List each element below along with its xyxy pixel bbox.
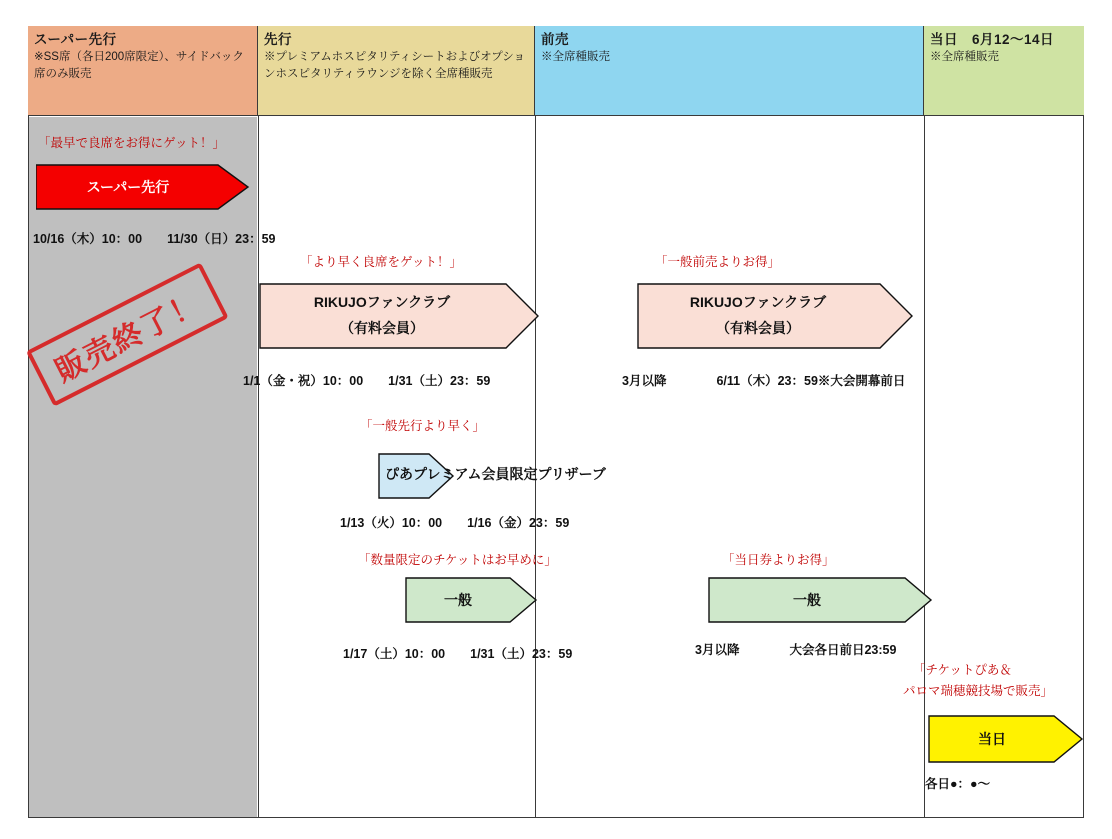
arrow-shape-fanclub-maeuri	[636, 282, 914, 350]
band-sublabel-fanclub-maeuri: （有料会員）	[716, 320, 800, 336]
band-dates-fanclub-maeuri: 3月以降 6/11（木）23：59※大会開幕前日	[622, 374, 906, 388]
header-title-touji: 当日 6月12〜14日	[930, 32, 1055, 47]
header-cell-touji	[924, 26, 1084, 116]
header-note-touji: ※全席種販売	[930, 51, 999, 63]
column-divider-2	[535, 116, 536, 818]
arrow-shape-ippan-senko	[404, 576, 538, 624]
header-cell-senko	[258, 26, 535, 116]
band-fanclub-maeuri	[636, 282, 914, 350]
band-ippan-senko	[404, 576, 538, 624]
band-label-fanclub-maeuri: RIKUJOファンクラブ	[689, 294, 827, 310]
band-dates-pia-premium: 1/13（火）10：00 1/16（金）23：59	[340, 516, 570, 530]
band-super-senko	[36, 163, 250, 211]
header-title-senko: 先行	[264, 32, 292, 47]
header-note-super-senko: ※SS席（各日200席限定）、サイドバック席のみ販売	[34, 51, 244, 80]
caption-super-senko: 「最早で良席をお得にゲット！」	[38, 136, 226, 150]
band-label-fanclub-senko: RIKUJOファンクラブ	[313, 294, 451, 310]
header-note-maeuri: ※全席種販売	[541, 51, 610, 63]
caption-touji-line1: 「チケットぴあ＆	[913, 663, 1012, 677]
column-divider-3	[924, 116, 925, 818]
band-dates-ippan-maeuri: 3月以降 大会各日前日23:59	[695, 643, 897, 657]
header-cell-super-senko	[28, 26, 258, 116]
band-pia-premium	[377, 452, 455, 500]
band-label-ippan-senko: 一般	[444, 592, 472, 608]
band-label-ippan-maeuri: 一般	[793, 592, 821, 608]
band-label-super-senko: スーパー先行	[86, 179, 170, 195]
band-touji	[928, 714, 1084, 764]
band-dates-ippan-senko: 1/17（土）10：00 1/31（土）23：59	[343, 647, 573, 661]
caption-fanclub-maeuri: 「一般前売よりお得」	[655, 255, 781, 269]
arrow-shape-pia-premium	[377, 452, 455, 500]
band-dates-super-senko: 10/16（木）10：00 11/30（日）23：59	[33, 232, 276, 246]
column-divider-1	[258, 116, 259, 818]
sales-ended-panel	[29, 117, 257, 817]
caption-touji-line2: パロマ瑞穂競技場で販売」	[903, 684, 1054, 698]
band-sublabel-fanclub-senko: （有料会員）	[340, 320, 424, 336]
header-title-maeuri: 前売	[541, 32, 569, 47]
header-note-senko: ※プレミアムホスピタリティシートおよびオプションホスピタリティラウンジを除く全席種販売	[264, 51, 526, 80]
band-fanclub-senko	[258, 282, 540, 350]
band-dates-fanclub-senko: 1/1（金・祝）10：00 1/31（土）23：59	[243, 374, 491, 388]
caption-fanclub-senko: 「より早く良席をゲット！」	[300, 255, 463, 269]
band-ippan-maeuri	[707, 576, 933, 624]
arrow-shape-super-senko	[36, 163, 250, 211]
arrow-shape-ippan-maeuri	[707, 576, 933, 624]
caption-pia-premium: 「一般先行より早く」	[360, 419, 486, 433]
header-cell-maeuri	[535, 26, 924, 116]
caption-ippan-maeuri: 「当日券よりお得」	[722, 553, 835, 567]
band-label-touji: 当日	[978, 731, 1006, 747]
stamp-text: 販売終了！	[50, 286, 208, 389]
band-dates-touji: 各日●：●〜	[925, 777, 991, 791]
arrow-shape-fanclub-senko	[258, 282, 540, 350]
band-label-pia-premium: ぴあプレミアム会員限定プリザーブ	[385, 466, 606, 482]
arrow-shape-touji	[928, 714, 1084, 764]
header-title-super-senko: スーパー先行	[34, 32, 117, 47]
caption-ippan-senko: 「数量限定のチケットはお早めに」	[358, 553, 557, 567]
